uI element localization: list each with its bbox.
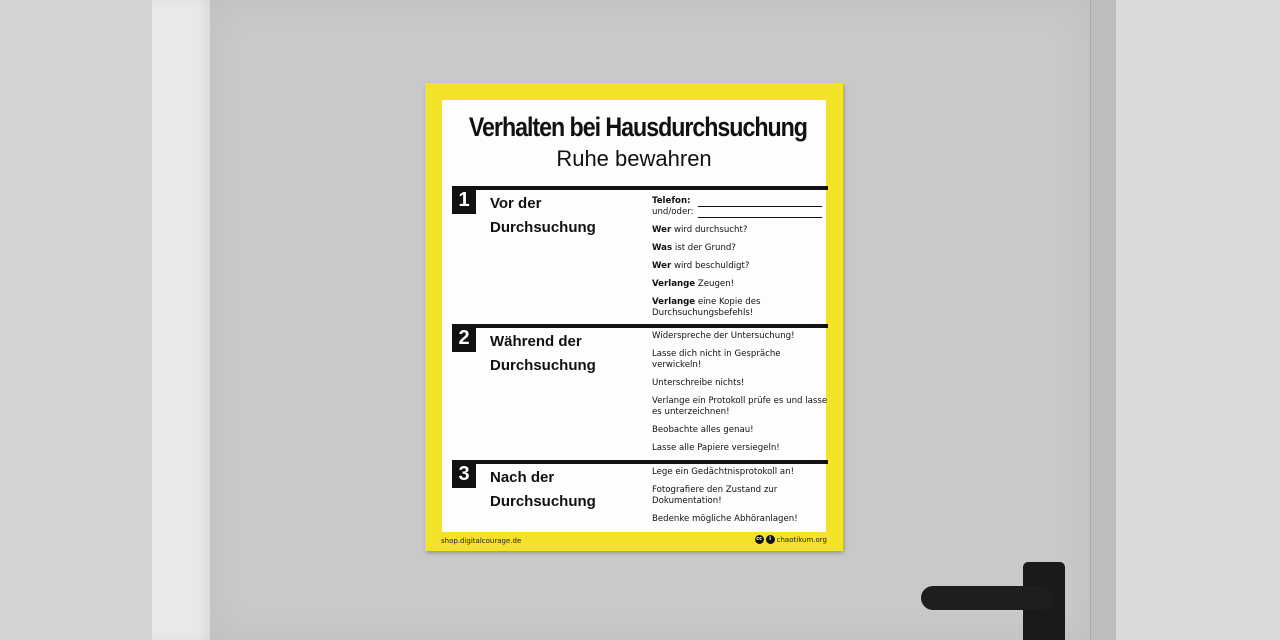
footer-shop-link: shop.digitalcourage.de [441,537,522,545]
list-item: Lasse dich nicht in Gespräche verwickeln! [652,349,781,370]
poster-subtitle: Ruhe bewahren [556,146,712,171]
door-frame-left [152,0,211,640]
section-items [652,196,832,326]
list-item: Beobachte alles genau! [652,425,754,435]
wall-right [1116,0,1280,640]
section-heading-line2: Durchsuchung [490,357,596,374]
section-heading-line1: Während der [490,333,582,350]
section-items [652,331,832,461]
phone-label-2: und/oder: [652,207,694,217]
section-3 [452,460,828,532]
section-1 [452,186,828,324]
section-divider [452,460,828,464]
section-heading [490,192,650,240]
section-number: 2 [452,324,476,352]
list-item: Lasse alle Papiere versiegeln! [652,443,780,453]
footer-site: chaotikum.org [776,535,827,544]
section-heading [490,330,650,378]
by-icon: i [766,535,775,544]
section-2 [452,324,828,460]
section-items [652,467,832,532]
section-heading [490,466,650,514]
door-frame-right [1090,0,1117,640]
phone-line [698,197,822,207]
section-heading-line1: Vor der [490,195,542,212]
phone-label: Telefon: [652,196,691,206]
phone-field [652,196,832,218]
phone-line-2 [698,208,822,218]
list-item: Was ist der Grund? [652,243,736,253]
section-divider [452,324,828,328]
door-handle-icon [921,586,1053,610]
section-heading-line2: Durchsuchung [490,219,596,236]
list-item: Unterschreibe nichts! [652,378,745,388]
list-item: Verlange eine Kopie des Durchsuchungsbefehls! [652,297,761,318]
list-item: Verlange Zeugen! [652,279,735,289]
poster-title: Verhalten bei Hausdurchsuchung [468,112,807,142]
wall-left [0,0,155,640]
poster-sheet [442,100,826,532]
list-item: Verlange ein Protokoll prüfe es und lasse es unterzeichnen! [652,396,828,417]
list-item: Fotografiere den Zustand zur Dokumentation! [652,485,778,506]
section-divider [452,186,828,190]
cc-icon: cc [756,536,763,542]
list-item: Lege ein Gedächtnisprotokoll an! [652,467,795,477]
section-heading-line1: Nach der [490,469,555,486]
list-item: Widerspreche der Untersuchung! [652,331,795,341]
list-item: Wer wird beschuldigt? [652,261,750,271]
section-number: 3 [452,460,476,488]
list-item: Wer wird durchsucht? [652,225,748,235]
footer-credit [755,535,827,544]
section-heading-line2: Durchsuchung [490,493,596,510]
poster [425,83,843,551]
section-number: 1 [452,186,476,214]
list-item: Bedenke mögliche Abhöranlagen! [652,514,798,524]
